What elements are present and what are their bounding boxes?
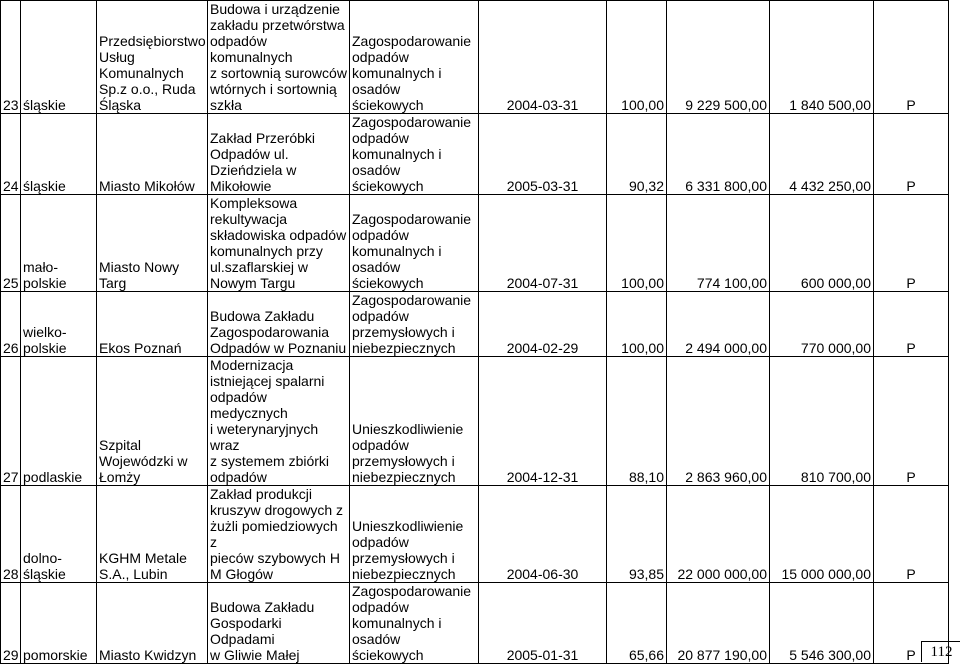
percent-cell: 100,00 [607, 292, 667, 357]
project-cell: Budowa Zakładu Zagospodarowania Odpadów w Poznaniu [208, 292, 350, 357]
date-cell: 2005-03-31 [479, 114, 607, 195]
project-cell: Modernizacja istniejącej spalarni odpadów medycznych i weterynaryjnych wraz z systemem zbiórki odpadów [208, 357, 350, 486]
region-cell: dolno- śląskie [21, 486, 97, 583]
row-number: 23 [1, 1, 21, 114]
area-cell: Zagospodarowanie odpadów komunalnych i osadów ściekowych [350, 583, 479, 664]
area-cell: Zagospodarowanie odpadów komunalnych i osadów ściekowych [350, 1, 479, 114]
total-cost-cell: 2 863 960,00 [667, 357, 770, 486]
funding-cell: 600 000,00 [770, 195, 874, 292]
project-cell: Budowa i urządzenie zakładu przetwórstwa odpadów komunalnych z sortownią surowców wtórnych i sortownią szkła [208, 1, 350, 114]
flag-cell: P [874, 292, 949, 357]
table-row [1, 1, 949, 114]
date-cell: 2005-01-31 [479, 583, 607, 664]
project-cell: Budowa Zakładu Gospodarki Odpadami w Gliwie Małej [208, 583, 350, 664]
project-cell: Zakład produkcji kruszyw drogowych z żużli pomiedziowych z pieców szybowych H M Głogów [208, 486, 350, 583]
date-cell: 2004-03-31 [479, 1, 607, 114]
region-cell: śląskie [21, 1, 97, 114]
flag-cell: P [874, 114, 949, 195]
percent-cell: 100,00 [607, 1, 667, 114]
funding-cell: 15 000 000,00 [770, 486, 874, 583]
total-cost-cell: 6 331 800,00 [667, 114, 770, 195]
flag-cell: P [874, 195, 949, 292]
total-cost-cell: 9 229 500,00 [667, 1, 770, 114]
row-number: 24 [1, 114, 21, 195]
table-row [1, 583, 949, 664]
table-row [1, 292, 949, 357]
project-cell: Zakład Przeróbki Odpadów ul. Dzieńdziela w Mikołowie [208, 114, 350, 195]
table-row [1, 357, 949, 486]
date-cell: 2004-07-31 [479, 195, 607, 292]
project-cell: Kompleksowa rekultywacja składowiska odpadów komunalnych przy ul.szaflarskiej w Nowym Targu [208, 195, 350, 292]
percent-cell: 93,85 [607, 486, 667, 583]
funding-cell: 810 700,00 [770, 357, 874, 486]
funding-cell: 770 000,00 [770, 292, 874, 357]
row-number: 25 [1, 195, 21, 292]
percent-cell: 65,66 [607, 583, 667, 664]
total-cost-cell: 774 100,00 [667, 195, 770, 292]
percent-cell: 100,00 [607, 195, 667, 292]
total-cost-cell: 2 494 000,00 [667, 292, 770, 357]
page-number: 112 [921, 641, 960, 662]
beneficiary-cell: Ekos Poznań [97, 292, 208, 357]
beneficiary-cell: Szpital Wojewódzki w Łomży [97, 357, 208, 486]
beneficiary-cell: Miasto Mikołów [97, 114, 208, 195]
percent-cell: 88,10 [607, 357, 667, 486]
region-cell: wielko- polskie [21, 292, 97, 357]
flag-cell: P [874, 486, 949, 583]
row-number: 28 [1, 486, 21, 583]
table-row [1, 195, 949, 292]
area-cell: Zagospodarowanie odpadów przemysłowych i niebezpiecznych [350, 292, 479, 357]
area-cell: Unieszkodliwienie odpadów przemysłowych i niebezpiecznych [350, 357, 479, 486]
region-cell: śląskie [21, 114, 97, 195]
beneficiary-cell: KGHM Metale S.A., Lubin [97, 486, 208, 583]
area-cell: Zagospodarowanie odpadów komunalnych i osadów ściekowych [350, 114, 479, 195]
beneficiary-cell: Przedsiębiorstwo Usług Komunalnych Sp.z o.o., Ruda Śląska [97, 1, 208, 114]
region-cell: mało- polskie [21, 195, 97, 292]
date-cell: 2004-02-29 [479, 292, 607, 357]
row-number: 26 [1, 292, 21, 357]
region-cell: pomorskie [21, 583, 97, 664]
area-cell: Unieszkodliwienie odpadów przemysłowych i niebezpiecznych [350, 486, 479, 583]
funding-cell: 1 840 500,00 [770, 1, 874, 114]
row-number: 27 [1, 357, 21, 486]
funding-cell: 4 432 250,00 [770, 114, 874, 195]
flag-cell: P [874, 1, 949, 114]
percent-cell: 90,32 [607, 114, 667, 195]
funding-cell: 5 546 300,00 [770, 583, 874, 664]
region-cell: podlaskie [21, 357, 97, 486]
area-cell: Zagospodarowanie odpadów komunalnych i osadów ściekowych [350, 195, 479, 292]
beneficiary-cell: Miasto Nowy Targ [97, 195, 208, 292]
date-cell: 2004-06-30 [479, 486, 607, 583]
date-cell: 2004-12-31 [479, 357, 607, 486]
table-row [1, 114, 949, 195]
flag-cell: P [874, 583, 949, 664]
total-cost-cell: 20 877 190,00 [667, 583, 770, 664]
table-row [1, 486, 949, 583]
row-number: 29 [1, 583, 21, 664]
flag-cell: P [874, 357, 949, 486]
total-cost-cell: 22 000 000,00 [667, 486, 770, 583]
beneficiary-cell: Miasto Kwidzyn [97, 583, 208, 664]
